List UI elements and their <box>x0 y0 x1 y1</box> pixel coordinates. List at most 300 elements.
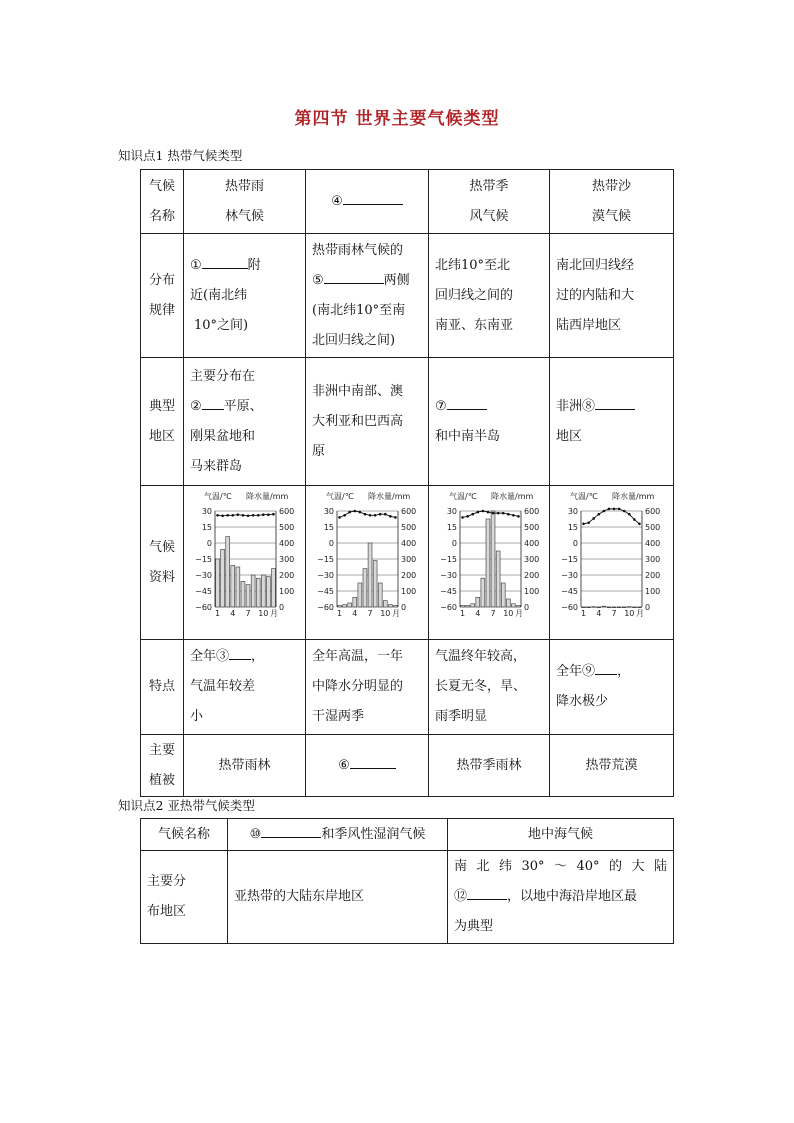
precipitation-bar <box>368 543 372 607</box>
y-tick-label-right: 100 <box>279 587 295 596</box>
y-tick-label-left: −45 <box>195 587 212 596</box>
y-tick-label-left: −30 <box>440 571 457 580</box>
cell-vegetation-monsoon: 热带季雨林 <box>429 735 550 797</box>
fill-blank[interactable] <box>595 660 617 675</box>
temperature-point <box>237 513 240 516</box>
y-tick-label-right: 500 <box>401 523 417 532</box>
cell-text: ， <box>251 649 265 664</box>
y-tick-label-right: 0 <box>401 603 407 612</box>
precipitation-bar <box>272 569 276 607</box>
page-title: 第四节 世界主要气候类型 <box>294 109 500 129</box>
cell-text: 和季风性湿润气候 <box>321 826 426 842</box>
y-tick-label-right: 400 <box>279 539 295 548</box>
cell-line: 气温年较差 <box>190 679 256 694</box>
blank-number: ⑦ <box>435 398 447 414</box>
temperature-point <box>633 518 636 521</box>
y-tick-label-left: −60 <box>195 603 212 612</box>
fill-blank[interactable] <box>202 395 224 410</box>
x-tick-label: 7 <box>611 609 617 618</box>
precipitation-bar <box>388 605 392 607</box>
row-label-line: 气候 <box>148 539 175 555</box>
x-tick-label: 1 <box>459 609 466 618</box>
climate-chart-desert <box>550 486 673 627</box>
temperature-point <box>242 514 245 517</box>
temperature-point <box>389 515 392 518</box>
cell-name-rainforest <box>184 170 306 234</box>
cell-region-monsoon <box>429 358 550 486</box>
temperature-point <box>384 513 387 516</box>
y-tick-label-right: 100 <box>524 587 540 596</box>
blank-number: ⑥ <box>338 757 350 773</box>
cell-line: 过的内陆和大 <box>556 287 635 303</box>
precipitation-bar <box>216 559 220 607</box>
cell-region-desert <box>550 358 674 486</box>
cell-subtropical-monsoon-distribution: 亚热带的大陆东岸地区 <box>228 851 448 944</box>
y-tick-label-left: 15 <box>446 523 457 532</box>
cell-line: 主要分布在 <box>190 368 256 384</box>
fill-blank[interactable] <box>229 645 251 660</box>
row-label-line: 典型 <box>148 398 175 414</box>
precipitation-bar <box>256 578 260 607</box>
axis-label-precipitation: 降水量/mm <box>491 492 534 501</box>
y-tick-label-left: −15 <box>561 555 578 564</box>
precipitation-bar <box>476 597 480 607</box>
precipitation-bar <box>383 601 387 607</box>
cell-line: 近(南北纬 <box>190 287 248 303</box>
blank-number: ⑤ <box>312 272 324 288</box>
cell-line: 热带沙 <box>591 178 631 194</box>
row-label-line: 主要分 <box>147 874 187 889</box>
precipitation-bar <box>348 603 352 607</box>
x-tick-label: 10 <box>503 609 514 618</box>
temperature-point <box>587 521 590 524</box>
y-tick-label-left: 0 <box>572 539 578 548</box>
cell-line: 非洲中南部、澳 <box>312 383 404 399</box>
cell-vegetation-savanna <box>306 735 429 797</box>
cell-feature-desert <box>550 640 674 735</box>
x-tick-label: 1 <box>214 609 221 618</box>
cell-distribution-savanna <box>306 234 429 358</box>
temperature-point <box>379 513 382 516</box>
precipitation-bar <box>221 549 225 607</box>
axis-label-temperature: 气温/℃ <box>326 492 354 501</box>
axis-label-temperature: 气温/℃ <box>449 492 477 501</box>
precipitation-bar <box>481 578 485 607</box>
precipitation-bar <box>511 604 515 607</box>
y-tick-label-left: 0 <box>451 539 457 548</box>
cell-line: 北纬10°至北 <box>435 257 511 273</box>
y-tick-label-left: 0 <box>328 539 334 548</box>
precipitation-bar <box>353 597 357 607</box>
cell-region-rainforest <box>184 358 306 486</box>
fill-blank[interactable] <box>350 754 396 769</box>
temperature-point <box>471 513 474 516</box>
precipitation-bar <box>378 583 382 607</box>
row-climate-name <box>141 170 674 234</box>
cell-feature-savanna <box>306 640 429 735</box>
x-tick-label: 4 <box>475 609 481 618</box>
x-tick-label: 4 <box>596 609 602 618</box>
cell-line: 全年高温，一年 <box>312 649 404 664</box>
axis-label-temperature: 气温/℃ <box>570 492 598 501</box>
precipitation-bar <box>251 575 255 607</box>
precipitation-bar <box>466 605 470 607</box>
temperature-point <box>623 510 626 513</box>
cell-text: ，以地中海沿岸地区最 <box>507 889 638 904</box>
y-tick-label-right: 400 <box>645 539 661 548</box>
row-label-line: 主要 <box>148 742 175 758</box>
precipitation-bar <box>622 607 626 608</box>
blank-number: ⑫ <box>454 889 468 904</box>
temperature-point <box>394 516 397 519</box>
row-label-subtropical-distribution <box>141 851 228 944</box>
row-label-line: 分布 <box>148 272 175 288</box>
cell-line: 地区 <box>556 428 583 444</box>
blank-number: ② <box>190 398 202 414</box>
y-tick-label-right: 400 <box>401 539 417 548</box>
temperature-point <box>608 508 611 511</box>
row-label-vegetation <box>141 735 184 797</box>
temperature-point <box>272 513 275 516</box>
temperature-point <box>603 510 606 513</box>
cell-line: 漠气候 <box>591 208 631 224</box>
y-tick-label-right: 0 <box>279 603 285 612</box>
y-tick-label-right: 300 <box>401 555 417 564</box>
blank-number: ③ <box>216 649 230 664</box>
axis-label-temperature: 气温/℃ <box>204 492 232 501</box>
cell-text: 平原、 <box>223 398 263 414</box>
row-label-line: 资料 <box>148 569 175 585</box>
precipitation-bar <box>241 581 245 607</box>
temperature-point <box>497 512 500 515</box>
subtropical-climate-table <box>140 818 674 944</box>
precipitation-bar <box>231 565 235 607</box>
precipitation-bar <box>506 599 510 607</box>
temperature-point <box>502 512 505 515</box>
y-tick-label-left: −15 <box>195 555 212 564</box>
chart-cell-desert <box>550 486 674 640</box>
precipitation-bar <box>471 604 475 607</box>
precipitation-bar <box>461 605 465 607</box>
cell-line: 陆西岸地区 <box>556 317 622 333</box>
y-tick-label-left: 15 <box>323 523 334 532</box>
precipitation-bar <box>358 583 362 607</box>
cell-line: 长夏无冬，旱、 <box>435 679 527 694</box>
y-tick-label-left: −60 <box>561 603 578 612</box>
x-tick-label: 10 <box>380 609 391 618</box>
fill-blank[interactable] <box>261 823 321 838</box>
y-tick-label-right: 100 <box>401 587 417 596</box>
y-tick-label-left: 15 <box>201 523 212 532</box>
subtropical-header-row <box>141 819 674 851</box>
precipitation-bar <box>517 605 521 607</box>
row-label-feature: 特点 <box>141 640 184 735</box>
precipitation-bar <box>607 607 611 608</box>
temperature-point <box>582 523 585 526</box>
cell-line: 南亚、东南亚 <box>435 317 514 333</box>
temperature-line <box>340 511 396 517</box>
temperature-point <box>613 508 616 511</box>
y-tick-label-right: 600 <box>524 507 540 516</box>
cell-line: 南北回归线经 <box>556 257 635 273</box>
precipitation-bar <box>226 537 230 607</box>
cell-line: 林气候 <box>224 208 264 224</box>
cell-line: 10°之间) <box>194 317 249 333</box>
y-tick-label-right: 500 <box>279 523 295 532</box>
y-tick-label-right: 200 <box>279 571 295 580</box>
climate-chart-savanna <box>306 486 428 627</box>
row-climate-data <box>141 486 674 640</box>
temperature-point <box>343 514 346 517</box>
temperature-point <box>231 514 234 517</box>
y-tick-label-left: −60 <box>317 603 334 612</box>
temperature-point <box>226 514 229 517</box>
x-tick-label: 7 <box>490 609 496 618</box>
temperature-line <box>463 511 519 517</box>
temperature-point <box>618 508 621 511</box>
temperature-point <box>628 513 631 516</box>
x-tick-label: 月 <box>392 609 400 618</box>
header-subtropical-monsoon <box>228 819 448 851</box>
cell-line: 马来群岛 <box>190 458 243 474</box>
temperature-point <box>353 510 356 513</box>
row-label-region <box>141 358 184 486</box>
row-label-line: 规律 <box>148 302 175 318</box>
cell-vegetation-rainforest: 热带雨林 <box>184 735 306 797</box>
header-mediterranean: 地中海气候 <box>448 819 674 851</box>
precipitation-bar <box>343 605 347 607</box>
precipitation-bar <box>602 606 606 607</box>
cell-line: (南北纬10°至南 <box>312 302 406 318</box>
cell-line: 风气候 <box>469 208 509 224</box>
cell-line: 原 <box>312 443 326 459</box>
row-label-line: 气候 <box>148 178 175 194</box>
temperature-point <box>247 515 250 518</box>
blank-number: ① <box>190 257 202 273</box>
cell-distribution-desert <box>550 234 674 358</box>
temperature-point <box>364 513 367 516</box>
cell-line: 热带雨林气候的 <box>312 242 404 258</box>
y-tick-label-left: −30 <box>317 571 334 580</box>
temperature-point <box>267 513 270 516</box>
y-tick-label-left: −45 <box>317 587 334 596</box>
cell-text: 非洲 <box>556 398 583 414</box>
temperature-point <box>359 511 362 514</box>
fill-blank[interactable] <box>202 254 248 269</box>
precipitation-bar <box>612 607 616 608</box>
temperature-point <box>492 512 495 515</box>
precipitation-bar <box>338 605 342 607</box>
climate-chart-monsoon <box>429 486 549 627</box>
precipitation-bar <box>638 607 642 608</box>
temperature-point <box>507 513 510 516</box>
fill-blank[interactable] <box>447 395 487 410</box>
row-label-line: 地区 <box>148 428 175 444</box>
precipitation-bar <box>486 519 490 607</box>
temperature-point <box>466 515 469 518</box>
cell-name-savanna <box>306 170 429 234</box>
cell-name-desert <box>550 170 674 234</box>
x-tick-label: 月 <box>515 609 523 618</box>
axis-label-precipitation: 降水量/mm <box>368 492 411 501</box>
cell-line: 和中南半岛 <box>435 428 501 444</box>
x-tick-label: 4 <box>230 609 236 618</box>
x-tick-label: 1 <box>580 609 587 618</box>
x-tick-label: 4 <box>352 609 358 618</box>
temperature-point <box>252 514 255 517</box>
blank-number: ⑩ <box>249 826 262 842</box>
fill-blank[interactable] <box>343 190 403 205</box>
y-tick-label-right: 600 <box>401 507 417 516</box>
cell-line: 小 <box>190 709 204 724</box>
row-label-name <box>141 170 184 234</box>
axis-label-precipitation: 降水量/mm <box>246 492 289 501</box>
x-tick-label: 1 <box>336 609 343 618</box>
y-tick-label-left: −15 <box>317 555 334 564</box>
y-tick-label-left: 0 <box>206 539 212 548</box>
y-tick-label-right: 300 <box>524 555 540 564</box>
cell-text: 全年 <box>190 649 217 664</box>
y-tick-label-right: 100 <box>645 587 661 596</box>
row-distribution <box>141 234 674 358</box>
y-tick-label-right: 0 <box>645 603 651 612</box>
cell-vegetation-desert: 热带荒漠 <box>550 735 674 797</box>
temperature-point <box>216 514 219 517</box>
precipitation-bar <box>491 511 495 607</box>
precipitation-bar <box>266 577 270 607</box>
cell-line: 南北纬30°～40°的大陆 <box>454 859 667 874</box>
row-label-data <box>141 486 184 640</box>
chart-cell-monsoon <box>429 486 550 640</box>
temperature-point <box>482 510 485 513</box>
blank-number: ⑧ <box>582 398 596 414</box>
fill-blank[interactable] <box>467 885 507 900</box>
cell-feature-rainforest <box>184 640 306 735</box>
y-tick-label-left: −30 <box>561 571 578 580</box>
row-label-line: 布地区 <box>147 904 187 919</box>
blank-number: ⑨ <box>582 664 596 679</box>
y-tick-label-left: −45 <box>440 587 457 596</box>
cell-text: ， <box>617 664 631 679</box>
cell-name-monsoon <box>429 170 550 234</box>
cell-mediterranean-distribution <box>448 851 674 944</box>
cell-line: 北回归线之间) <box>312 332 396 348</box>
y-tick-label-right: 200 <box>645 571 661 580</box>
cell-line: 大利亚和巴西高 <box>312 413 404 429</box>
climate-chart-rainforest <box>184 486 305 627</box>
x-tick-label: 月 <box>636 609 644 618</box>
cell-text: 附 <box>247 257 261 273</box>
precipitation-bar <box>582 607 586 608</box>
precipitation-bar <box>632 607 636 608</box>
y-tick-label-left: −60 <box>440 603 457 612</box>
x-tick-label: 7 <box>245 609 251 618</box>
temperature-point <box>374 514 377 517</box>
temperature-point <box>487 511 490 514</box>
cell-line: 降水极少 <box>556 694 609 709</box>
temperature-point <box>638 523 641 526</box>
y-tick-label-right: 200 <box>401 571 417 580</box>
precipitation-bar <box>363 569 367 607</box>
y-tick-label-left: −15 <box>440 555 457 564</box>
temperature-point <box>257 514 260 517</box>
cell-distribution-rainforest <box>184 234 306 358</box>
tropical-climate-table <box>140 169 674 797</box>
temperature-point <box>592 517 595 520</box>
precipitation-bar <box>394 605 398 607</box>
x-tick-label: 10 <box>258 609 269 618</box>
temperature-point <box>512 514 515 517</box>
chart-cell-rainforest <box>184 486 306 640</box>
section-heading-subtropical: 知识点2 亚热带气候类型 <box>118 798 255 813</box>
cell-line: 雨季明显 <box>435 709 488 724</box>
cell-line: 干湿两季 <box>312 709 365 724</box>
temperature-line <box>218 514 274 516</box>
chart-cell-savanna <box>306 486 429 640</box>
y-tick-label-left: 30 <box>323 507 334 516</box>
temperature-point <box>597 513 600 516</box>
cell-line: 热带季 <box>469 178 509 194</box>
temperature-point <box>338 516 341 519</box>
x-tick-label: 7 <box>367 609 373 618</box>
precipitation-bar <box>261 575 265 607</box>
cell-line: 回归线之间的 <box>435 287 514 303</box>
y-tick-label-right: 500 <box>524 523 540 532</box>
temperature-point <box>476 511 479 514</box>
cell-region-savanna <box>306 358 429 486</box>
precipitation-bar <box>246 585 250 607</box>
y-tick-label-right: 600 <box>279 507 295 516</box>
temperature-point <box>348 511 351 514</box>
y-tick-label-right: 200 <box>524 571 540 580</box>
y-tick-label-right: 300 <box>279 555 295 564</box>
cell-line: 气温终年较高， <box>435 649 527 664</box>
temperature-point <box>517 515 520 518</box>
y-tick-label-left: 15 <box>567 523 578 532</box>
blank-number: ④ <box>331 193 343 209</box>
row-vegetation <box>141 735 674 797</box>
y-tick-label-right: 500 <box>645 523 661 532</box>
y-tick-label-left: −45 <box>561 587 578 596</box>
row-features <box>141 640 674 735</box>
precipitation-bar <box>597 607 601 608</box>
x-tick-label: 10 <box>624 609 635 618</box>
row-typical-region <box>141 358 674 486</box>
cell-line: 热带雨 <box>224 178 264 194</box>
precipitation-bar <box>236 567 240 607</box>
row-label-line: 名称 <box>148 208 175 224</box>
y-tick-label-right: 300 <box>645 555 661 564</box>
row-label-line: 植被 <box>148 772 175 788</box>
subtropical-distribution-row <box>141 851 674 944</box>
precipitation-bar <box>627 607 631 608</box>
precipitation-bar <box>501 583 505 607</box>
fill-blank[interactable] <box>595 395 635 410</box>
precipitation-bar <box>587 607 591 608</box>
y-tick-label-right: 0 <box>524 603 530 612</box>
header-climate-name: 气候名称 <box>141 819 228 851</box>
cell-text: 全年 <box>556 664 583 679</box>
section-heading-tropical: 知识点1 热带气候类型 <box>118 148 243 163</box>
fill-blank[interactable] <box>324 269 384 284</box>
y-tick-label-left: 30 <box>446 507 457 516</box>
temperature-point <box>461 516 464 519</box>
cell-line: 为典型 <box>454 919 494 934</box>
precipitation-bar <box>496 551 500 607</box>
y-tick-label-right: 400 <box>524 539 540 548</box>
temperature-point <box>221 515 224 518</box>
y-tick-label-left: 30 <box>201 507 212 516</box>
